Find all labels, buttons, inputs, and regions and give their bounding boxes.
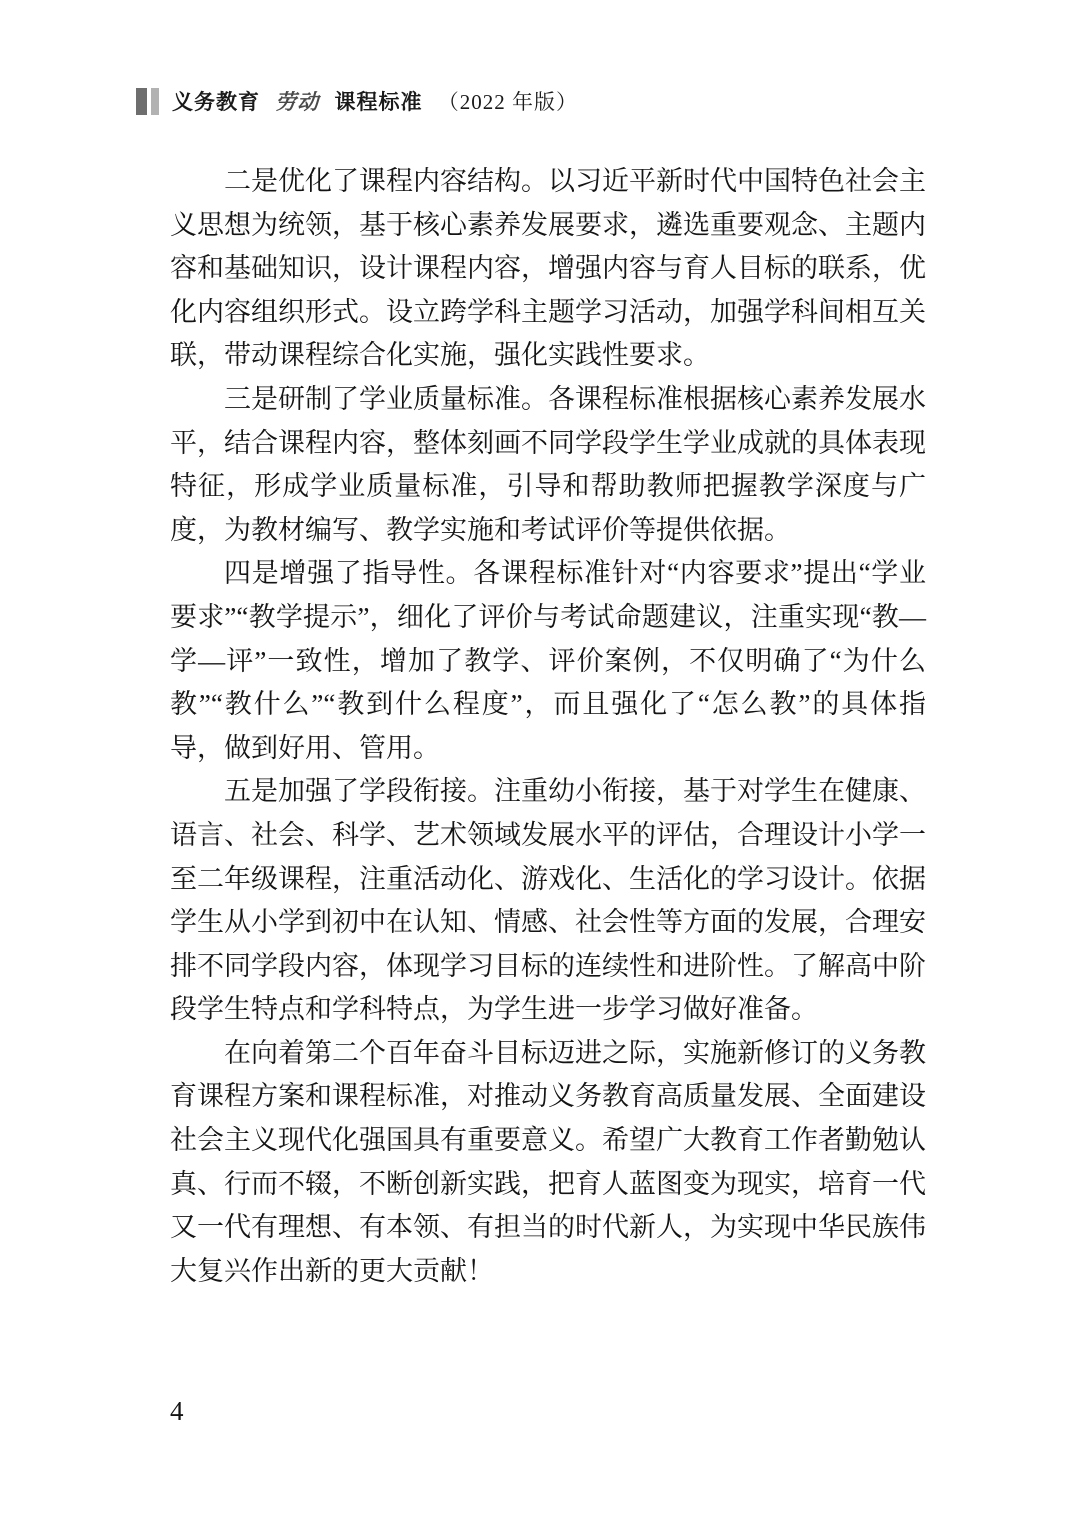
paragraph-enhanced-guidance: 四是增强了指导性。各课程标准针对“内容要求”提出“学业要求”“教学提示”，细化了评价与考试命题建议，注重实现“教—学—评”一致性，增加了教学、评价案例，不仅明确了“为什么教”“教什么”“教到什么程度”，而且强化了“怎么教”的具体指导，做到好用、管用。 bbox=[170, 558, 926, 763]
header-bookmark-bar-dark bbox=[136, 88, 147, 115]
paragraph-closing-remarks: 在向着第二个百年奋斗目标迈进之际，实施新修订的义务教育课程方案和课程标准，对推动义务教育高质量发展、全面建设社会主义现代化强国具有重要意义。希望广大教育工作者勤勉认真、行而不辍，不断创新实践，把育人蓝图变为现实，培育一代又一代有理想、有本领、有担当的时代新人，为实现中华民族伟大复兴作出新的更大贡献！ bbox=[170, 1037, 926, 1286]
page-header bbox=[136, 87, 587, 115]
header-standard-label: 课程标准 bbox=[334, 90, 423, 114]
header-edition-label: （2022 年版） bbox=[437, 90, 578, 114]
running-head bbox=[172, 86, 587, 116]
body-text bbox=[170, 160, 926, 1293]
header-subject-label: 劳动 bbox=[275, 90, 320, 114]
header-series-label: 义务教育 bbox=[172, 90, 260, 114]
paragraph-stage-articulation: 五是加强了学段衔接。注重幼小衔接，基于对学生在健康、语言、社会、科学、艺术领域发展水平的评估，合理设计小学一至二年级课程，注重活动化、游戏化、生活化的学习设计。依据学生从小学到初中在认知、情感、社会性等方面的发展，合理安排不同学段内容，体现学习目标的连续性和进阶性。了解高中阶段学生特点和学科特点，为学生进一步学习做好准备。 bbox=[170, 776, 926, 1025]
paragraph-academic-quality-standards: 三是研制了学业质量标准。各课程标准根据核心素养发展水平，结合课程内容，整体刻画不同学段学生学业成就的具体表现特征，形成学业质量标准，引导和帮助教师把握教学深度与广度，为教材编写、教学实施和考试评价等提供依据。 bbox=[170, 383, 926, 545]
paragraph-course-content-structure: 二是优化了课程内容结构。以习近平新时代中国特色社会主义思想为统领，基于核心素养发展要求，遴选重要观念、主题内容和基础知识，设计课程内容，增强内容与育人目标的联系，优化内容组织形式。设立跨学科主题学习活动，加强学科间相互关联，带动课程综合化实施，强化实践性要求。 bbox=[170, 166, 926, 371]
header-bookmark-bar-light bbox=[151, 88, 159, 115]
page-number: 4 bbox=[170, 1396, 184, 1426]
